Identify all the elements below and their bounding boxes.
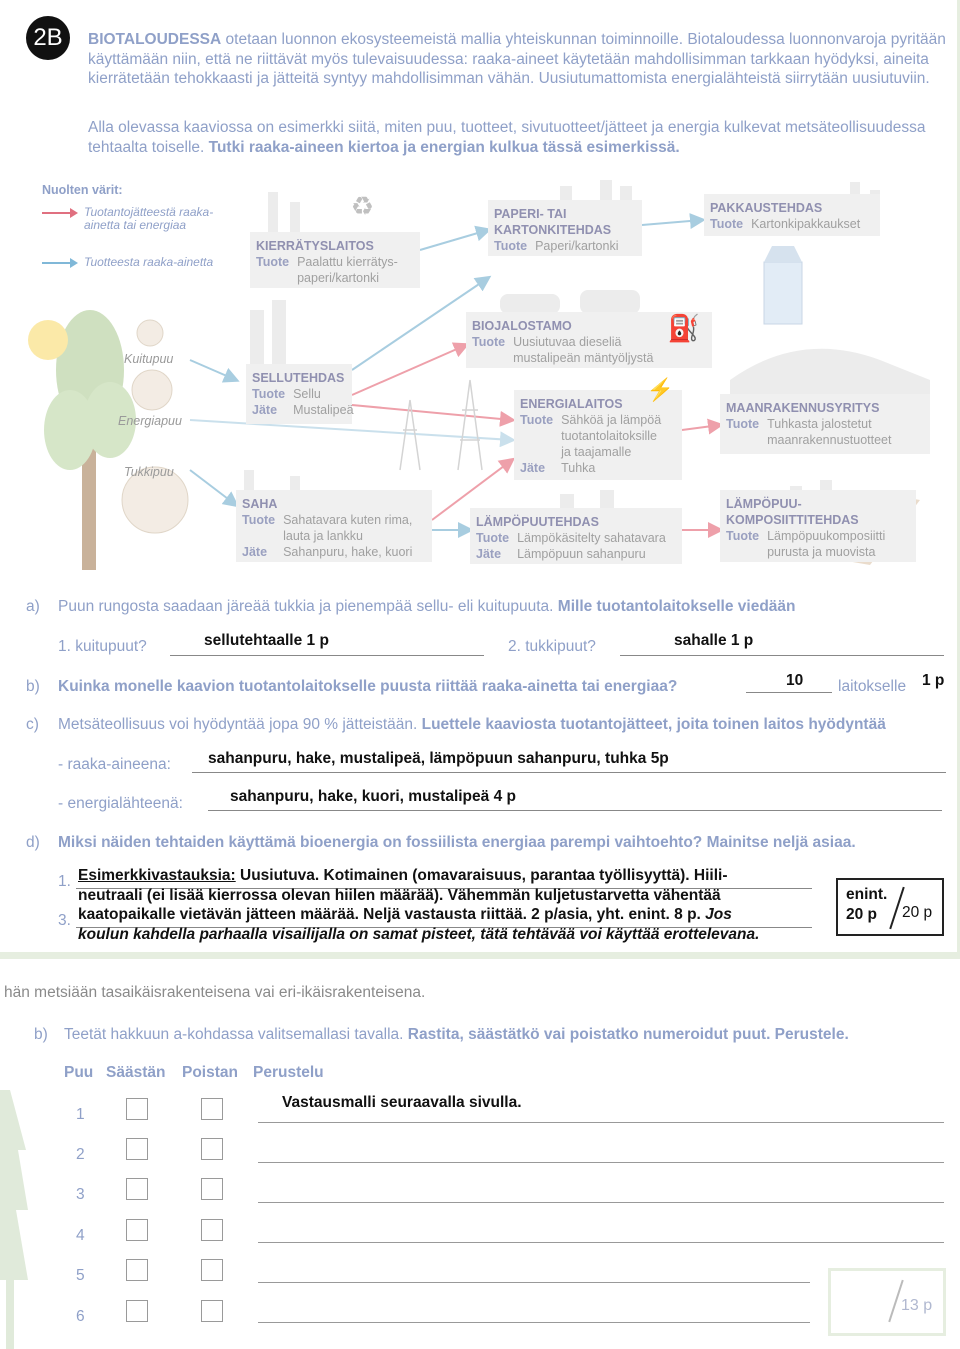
- question-a: [26, 598, 946, 616]
- plant-key: Jäte: [242, 545, 268, 559]
- lower-question-b-text: Teetät hakkuun a-kohdassa valitsemallasi tavalla.: [64, 1026, 404, 1043]
- lightning-icon: ⚡: [646, 377, 674, 402]
- answer-c1-line: [192, 772, 946, 773]
- plant-key: Tuote: [710, 217, 744, 231]
- plant-title: MAANRAKENNUSYRITYS: [726, 401, 880, 415]
- question-letter: a): [26, 598, 40, 615]
- question-letter: c): [26, 716, 39, 733]
- legend-title: Nuolten värit:: [42, 183, 123, 197]
- question-c: [26, 716, 956, 734]
- plant-key: Tuote: [256, 255, 290, 269]
- plant-title: SAHA: [242, 497, 278, 511]
- lower-question-b: [34, 1026, 944, 1044]
- answer-a1[interactable]: sellutehtaalle 1 p: [204, 632, 329, 649]
- intro-text: otetaan luonnon ekosysteemeistä mallia yhteiskunnan toiminnoille. Biotaloudessa luonnonvaroja pyritään käyttämään niin, että ne riittävät myös tulevaisuudessa: raaka-aineet käytetään mahdollisimman tarkkaan hyödyksi, aineita kierrätetään tehokkaasti ja jätteitä syntyy mahdollisimman vähän. Uusiutumattomista energialähteistä siirrytään uusiutuviin.: [88, 31, 946, 87]
- plant-value: Mustalipeä: [293, 403, 354, 417]
- plant-value: Paalattu kierrätys-paperi/kartonki: [297, 255, 398, 285]
- checkbox-remove-2[interactable]: [201, 1138, 223, 1160]
- checkbox-save-1[interactable]: [126, 1098, 148, 1120]
- answer-a1-line: [170, 655, 484, 656]
- answer-line-6[interactable]: [258, 1322, 810, 1323]
- answer-line-5[interactable]: [258, 1282, 810, 1283]
- row-number: 4: [76, 1227, 85, 1244]
- plant-pakkaustehdas: [704, 194, 880, 236]
- tree-label-energiapuu: Energiapuu: [118, 414, 182, 428]
- plant-key: Tuote: [472, 335, 506, 349]
- row-number: 5: [76, 1267, 85, 1284]
- plant-key: Tuote: [494, 239, 528, 253]
- question-letter: d): [26, 834, 40, 851]
- legend-product-label: Tuotteesta raaka-ainetta: [84, 255, 214, 269]
- checkbox-save-4[interactable]: [126, 1219, 148, 1241]
- col-header-poistan: Poistan: [182, 1064, 238, 1081]
- col-header-perustelu: Perustelu: [253, 1064, 324, 1081]
- col-header-saastan: Säästän: [106, 1064, 166, 1081]
- plant-title: BIOJALOSTAMO: [472, 319, 572, 333]
- question-d-text: Miksi näiden tehtaiden käyttämä bioenergia on fossiilista energiaa parempi vaihtoehto? Mainitse neljä asiaa.: [58, 834, 856, 851]
- score-box-lower: [828, 1268, 946, 1336]
- question-b-text: Kuinka monelle kaavion tuotantolaitokselle puusta riittää raaka-ainetta tai energiaa?: [58, 678, 678, 695]
- answer-line-2[interactable]: [258, 1162, 944, 1163]
- plant-value: Lämpökäsitelty sahatavara: [517, 531, 666, 545]
- plant-key: Tuote: [252, 387, 286, 401]
- answer-d-line4: koulun kahdella parhaalla visailijalla on samat pisteet, tätä tehtävää voi käyttää erottelevana.: [78, 925, 760, 943]
- question-d-number-1: 1.: [58, 873, 71, 890]
- checkbox-remove-6[interactable]: [201, 1300, 223, 1322]
- plant-value: Lämpöpuukomposiitti purusta ja muovista: [767, 529, 886, 559]
- score-label: enint.: [846, 886, 888, 903]
- score-max: 13 p: [901, 1297, 933, 1314]
- checkbox-remove-3[interactable]: [201, 1178, 223, 1200]
- plant-energialaitos: [514, 377, 682, 480]
- checkbox-remove-5[interactable]: [201, 1259, 223, 1281]
- score-value: 20 p: [846, 906, 878, 923]
- plant-key: Tuote: [476, 531, 510, 545]
- plant-sellutehdas: [246, 364, 352, 424]
- question-a-prompt-1: 1. kuitupuut?: [58, 638, 147, 655]
- plant-value: Sähköä ja lämpöä tuotantolaitoksille ja taajamalle: [561, 413, 662, 459]
- plant-key: Tuote: [726, 417, 760, 431]
- legend-waste-label: Tuotantojätteestä raaka-ainetta tai energiaa: [84, 205, 214, 232]
- question-b-suffix: laitokselle: [838, 678, 907, 695]
- question-a-prompt-2: 2. tukkipuut?: [508, 638, 596, 655]
- answer-a2[interactable]: sahalle 1 p: [674, 632, 754, 649]
- plant-key: Jäte: [476, 547, 502, 561]
- plant-value: Sellu: [293, 387, 321, 401]
- question-c-text: Metsäteollisuus voi hyödyntää jopa 90 % jätteistään.: [58, 716, 418, 733]
- plant-saha: [236, 490, 432, 562]
- plant-value: Tuhkasta jalostetut maanrakennustuotteet: [767, 417, 892, 447]
- checkbox-save-5[interactable]: [126, 1259, 148, 1281]
- answer-line-4[interactable]: [258, 1242, 944, 1243]
- question-a-text: Puun rungosta saadaan järeää tukkia ja pienempää sellu- eli kuitupuuta.: [58, 598, 554, 615]
- plant-title: PAPERI- TAI KARTONKITEHDAS: [494, 207, 612, 237]
- recycle-icon: ♻: [350, 191, 374, 221]
- plant-title: LÄMPÖPUUTEHDAS: [476, 515, 599, 529]
- plant-key: Jäte: [520, 461, 546, 475]
- answer-a2-line: [620, 655, 944, 656]
- row-number: 2: [76, 1146, 85, 1163]
- tree-label-kuitupuu: Kuitupuu: [124, 352, 174, 366]
- question-c-prompt-1: - raaka-aineena:: [58, 756, 171, 773]
- plant-value: Lämpöpuun sahanpuru: [517, 547, 646, 561]
- checkbox-save-3[interactable]: [126, 1178, 148, 1200]
- answer-c2[interactable]: sahanpuru, hake, kuori, mustalipeä 4 p: [230, 788, 516, 805]
- checkbox-remove-4[interactable]: [201, 1219, 223, 1241]
- plant-value: Uusiutuvaa dieseliä mustalipeän mäntyöljystä: [513, 335, 654, 365]
- plant-key: Jäte: [252, 403, 278, 417]
- plant-paperitehdas: [488, 200, 642, 256]
- plant-key: Tuote: [520, 413, 554, 427]
- plant-value: Kartonkipakkaukset: [751, 217, 861, 231]
- answer-line-3[interactable]: [258, 1202, 944, 1203]
- lower-page-text: hän metsiään tasaikäisrakenteisena vai eri-ikäisrakenteisena.: [4, 984, 426, 1001]
- answer-line-1[interactable]: [258, 1122, 944, 1123]
- plant-title: ENERGIALAITOS: [520, 397, 623, 411]
- col-header-puu: Puu: [64, 1064, 94, 1081]
- row-number: 6: [76, 1308, 85, 1325]
- plant-komposiittitehdas: [720, 490, 916, 562]
- checkbox-save-2[interactable]: [126, 1138, 148, 1160]
- question-a-bold: Mille tuotantolaitokselle viedään: [557, 598, 796, 615]
- answer-d-heading: Esimerkkivastauksia:: [78, 867, 236, 884]
- answer-d[interactable]: [78, 866, 838, 944]
- plant-lampopuutehdas: [470, 508, 682, 564]
- answer-d-line3: kaatopaikalle vietävän jätteen määrää. Neljä vastausta riittää. 2 p/asia, yht. enint. 8 p.: [78, 906, 701, 923]
- task-badge: 2B: [26, 16, 70, 60]
- plant-biojalostamo: [466, 312, 712, 368]
- question-letter: b): [26, 678, 40, 695]
- plant-title: PAKKAUSTEHDAS: [710, 201, 823, 215]
- plant-title: KIERRÄTYSLAITOS: [256, 239, 374, 253]
- lower-question-b-bold: Rastita, säästätkö vai poistatko numeroidut puut. Perustele.: [407, 1026, 849, 1043]
- answer-d-line3-italic: Jos: [700, 906, 732, 923]
- checkbox-save-6[interactable]: [126, 1300, 148, 1322]
- intro-text-2: Alla olevassa kaaviossa on esimerkki siitä, miten puu, tuotteet, sivutuotteet/jätteet ja energia kulkevat metsäteollisuudessa tehtaalta toiselle.: [88, 119, 926, 156]
- plant-value: Tuhka: [561, 461, 596, 475]
- plant-key: Tuote: [726, 529, 760, 543]
- question-d-number-3: 3.: [58, 912, 71, 929]
- answer-note: Vastausmalli seuraavalla sivulla.: [282, 1094, 522, 1111]
- score-max: 20 p: [902, 904, 933, 921]
- question-d: [26, 834, 946, 852]
- answer-d-line1: Uusiutuva. Kotimainen (omavaraisuus, parantaa työllisyyttä). Hiili-: [235, 867, 728, 884]
- question-letter: b): [34, 1026, 48, 1043]
- plant-title: SELLUTEHDAS: [252, 371, 345, 385]
- row-number: 1: [76, 1106, 85, 1123]
- spruce-tree-illustration: [0, 1090, 30, 1349]
- plant-value: Sahatavara kuten rima, lauta ja lankku: [283, 513, 413, 543]
- score-box-d: [836, 878, 944, 936]
- answer-c2-line: [208, 810, 942, 811]
- answer-b[interactable]: 10: [786, 672, 804, 689]
- intro-text-2-bold: Tutki raaka-aineen kiertoa ja energian kulkua tässä esimerkissä.: [208, 138, 680, 156]
- question-c-bold: Luettele kaaviosta tuotantojätteet, joita toinen laitos hyödyntää: [421, 716, 886, 733]
- intro-term: BIOTALOUDESSA: [88, 31, 222, 48]
- page-separator: [0, 955, 960, 959]
- checkbox-remove-1[interactable]: [201, 1098, 223, 1120]
- plant-value: Paperi/kartonki: [535, 239, 619, 253]
- plant-title: LÄMPÖPUU-KOMPOSIITTITEHDAS: [726, 497, 859, 527]
- plant-value: Sahanpuru, hake, kuori: [283, 545, 413, 559]
- question-c-prompt-2: - energialähteenä:: [58, 795, 183, 812]
- points-b: 1 p: [922, 672, 945, 689]
- question-b: [26, 678, 946, 696]
- answer-c1[interactable]: sahanpuru, hake, mustalipeä, lämpöpuun sahanpuru, tuhka 5p: [208, 750, 669, 767]
- fuel-pump-icon: ⛽: [667, 313, 700, 343]
- answer-b-line: [746, 692, 832, 693]
- plant-kierratyslaitos: [250, 191, 420, 288]
- answer-d-line2: neutraali (ei lisää kierrossa olevan hiilen määrää). Vähemmän kuljetustarvetta vähentää: [78, 886, 721, 904]
- plant-key: Tuote: [242, 513, 276, 527]
- tree-label-tukkipuu: Tukkipuu: [124, 465, 174, 479]
- row-number: 3: [76, 1186, 85, 1203]
- plant-maanrakennusyritys: [720, 394, 930, 454]
